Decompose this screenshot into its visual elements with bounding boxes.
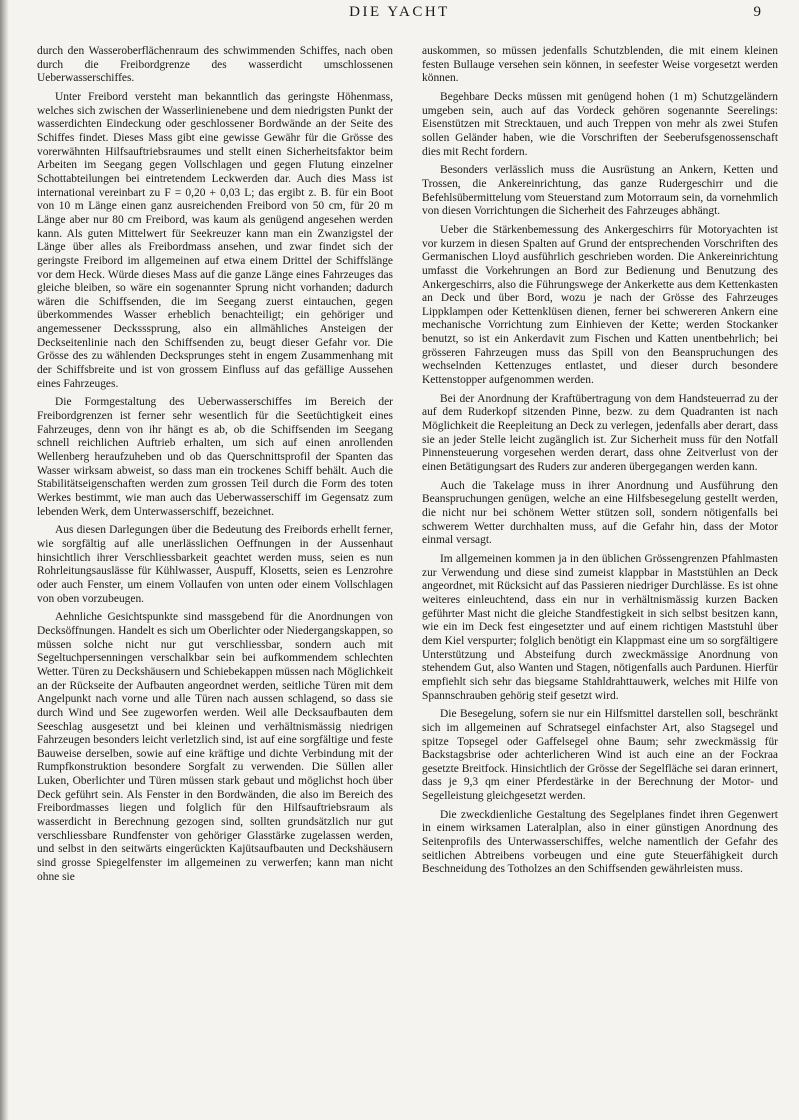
paragraph: Auch die Takelage muss in ihrer Anordnung und Ausführung den Beanspruchungen genügen, welche an eine Hilfsbesegelung gestellt werden, die nicht nur bei schönem Wetter stützen soll, sondern nötigenfalls bei schwerem Wetter durchhalten muss, auf die Gefahr hin, dass der Motor einmal versagt. bbox=[422, 479, 778, 547]
paragraph: Die zweckdienliche Gestaltung des Segelplanes findet ihren Gegenwert in einem wirksamen Lateralplan, also in einer günstigen Anordnung des Seitenprofils des Unterwasserschiffes, welche namentlich der Gefahr des seitlichen Abtreibens vorbeugen und eine gute Steuerfähigkeit durch Beschneidung des Totholzes an den Schiffsenden gewährleisten muss. bbox=[422, 808, 778, 876]
page-spine-shadow bbox=[0, 0, 9, 1120]
page-header bbox=[30, 4, 769, 30]
journal-title: DIE YACHT bbox=[349, 4, 450, 20]
paragraph: Aehnliche Gesichtspunkte sind massgebend für die Anordnungen von Decksöffnungen. Handelt es sich um Oberlichter oder Niedergangskappen, so müssen solche nicht nur gut verschliessbar, sondern auch mit Segeltuchpersenningen verschalkbar sein bei aufkommendem schlechten Wetter. Türen zu Deckshäusern und Schiebekappen müssen nach Möglichkeit an der Rückseite der Aufbauten angeordnet werden, seitliche Türen mit dem Angelpunkt nach vorne und alle Türen nach aussen schlagend, so dass sie durch Wind und See zugeworfen werden. Weil alle Decksaufbauten dem Seeschlag ausgesetzt und bei kleinen und verhältnismässig niedrigen Fahrzeugen besonders leicht verletzlich sind, ist auf eine sorgfältige und feste Bauweise derselben, sowie auf eine kräftige und dichte Verbindung mit der Rumpfkonstruktion besondere Sorgfalt zu verwenden. Die Süllen aller Luken, Oberlichter und Türen müssen stark gebaut und möglichst hoch über Deck geführt sein. Als Fenster in den Bordwänden, die also im Bereich des Freibordmasses liegen und folglich für den Hilfsauftriebsraum als wasserdicht in Berechnung gezogen sind, sollten grundsätzlich nur gut verschliessbare Rundfenster von gehöriger Glasstärke zugelassen werden, und selbst in den seitwärts eingerückten Kajütsaufbauten und Deckshäusern sind grosse Spiegelfenster im allgemeinen zu verwerfen; kann man nicht ohne sie bbox=[37, 611, 393, 883]
paragraph: Unter Freibord versteht man bekanntlich das geringste Höhenmass, welches sich zwischen der Wasserlinienebene und dem niedrigsten Punkt der wasserdichten Eindeckung oder geschlossener Bordwände an der Seite des Schiffes findet. Dieses Mass gibt eine gewisse Gewähr für die Grösse des vorerwähnten Hilfsauftriebsraumes und stellt einen Sicherheitsfaktor beim Arbeiten im Seegang gegen Vollschlagen und gegen Flutung einzelner Schottabteilungen bei eintretendem Leckwerden dar. Auch dies Mass ist international vereinbart zu F = 0,20 + 0,03 L; das ergibt z. B. für ein Boot von 10 m Länge einen ganz ausreichenden Freibord von 50 cm, für 20 m Länge aber nur 80 cm Freibord, was kaum als genügend angesehen werden kann. Als guten Mittelwert für Seekreuzer kann man ein Zwanzigstel der Länge über alles als Freibordmass ansehen, und zwar findet sich der geringste Freibord im allgemeinen auf etwa einem Drittel der Schiffslänge vor dem Heck. Würde dieses Mass auf die ganze Länge eines Fahrzeuges das gleiche bleiben, so wäre ein sogenannter Sprung nicht vorhanden; dadurch wären die Schiffsenden, die im Seegang zuerst eintauchen, gegen überkommendes Wasser erheblich benachteiligt; ein gehöriger und angemessener Decksssprung, also ein allmähliches Ansteigen der Deckseitenlinie nach den Schiffsenden zu, beugt dieser Gefahr vor. Die Grösse des zu wählenden Decksprunges steht in engem Zusammenhang mit der Schiffsbreite und ist von grossem Einfluss auf das gefällige Aussehen eines Fahrzeuges. bbox=[37, 90, 393, 390]
right-column bbox=[422, 45, 778, 882]
paragraph: durch den Wasseroberflächenraum des schwimmenden Schiffes, nach oben durch die Freibordgrenze des wasserdicht umschlossenen Ueberwasserschiffes. bbox=[37, 45, 393, 85]
page-number: 9 bbox=[753, 4, 761, 20]
paragraph: Im allgemeinen kommen ja in den üblichen Grössengrenzen Pfahlmasten zur Verwendung und diese sind zumeist klappbar in Maststühlen an Deck angeordnet, mit Rücksicht auf das Passieren niedriger Durchlässe. Es ist ohne weiteres einleuchtend, dass ein nur in verhältnismässig kurzen Backen geführter Mast nicht die gleiche Standfestigkeit in sich selbst besitzen kann, wie ein im Deck fest eingesetzter und auf einem richtigen Maststuhl über dem Kiel verspurter; folglich benötigt ein Klappmast eine um so sorgfältigere Unterstützung und Absteifung durch zweckmässige Anordnung von stehendem Gut, also Wanten und Stagen, nötigenfalls auch Pardunen. Hierfür empfiehlt sich sehr das biegsame Stahldrahttauwerk, welches mit Hilfe von Spannschrauben gehörig steif gesetzt wird. bbox=[422, 552, 778, 702]
paragraph: Ueber die Stärkenbemessung des Ankergeschirrs für Motoryachten ist vor kurzem in diesen Spalten auf Grund der entsprechenden Vorschriften des Germanischen Lloyd ausführlich geschrieben worden. Die Ankereinrichtung umfasst die Vorkehrungen an Bord zur Bedienung und Benutzung des Ankergeschirrs, also die Führungswege der Ankerkette aus dem Kettenkasten an Deck und über Bord, wozu je nach der Grösse des Fahrzeuges Lippklampen oder Kettenklüsen dienen, ferner bei schwereren Ankern eine mechanische Vorrichtung zum Einhieven der Kette; werden Stockanker benutzt, so ist ein Ankerdavit zum Fischen und Katten unentbehrlich; bei grösseren Fahrzeugen muss das Spill von den Beanspruchungen des wechselnden Kettenzuges entlastet, und dieser durch besondere Kettenstopper aufgenommen werden. bbox=[422, 223, 778, 387]
paragraph: Besonders verlässlich muss die Ausrüstung an Ankern, Ketten und Trossen, die Ankereinrichtung, das ganze Rudergeschirr und die Befehlsübermittelung vom Steuerstand zum Motorraum sein, da vornehmlich von diesen Vorrichtungen die Sicherheit des Fahrzeuges abhängt. bbox=[422, 164, 778, 218]
left-column bbox=[37, 45, 393, 889]
paragraph: Die Formgestaltung des Ueberwasserschiffes im Bereich der Freibordgrenzen ist ferner sehr wesentlich für die Seetüchtigkeit eines Fahrzeuges, denn von ihr hängt es ab, ob die Schiffsenden im Seegang schnell reichlichen Auftrieb erhalten, um sich auf einen anrollenden Wellenberg heraufzuheben und ob das Querschnittsprofil der Spanten das Wasser wirksam abweist, so dass man ein trockenes Schiff behält. Auch die Stabilitätseigenschaften werden zum grossen Teil durch die Form des toten Werkes bestimmt, wie man auch das Ueberwasserschiff im Gegensatz zum lebenden Werk, dem Unterwasserschiff, bezeichnet. bbox=[37, 396, 393, 518]
paragraph: Aus diesen Darlegungen über die Bedeutung des Freibords erhellt ferner, wie sorgfältig auf alle unerlässlichen Oeffnungen in der Aussenhaut hinsichtlich ihrer Verschliessbarkeit geachtet werden muss, seien es nun Rohrleitungsauslässe für Kühlwasser, Auspuff, Klosetts, seien es Lenzrohre oder auch Fenster, um einem Vollaufen von unten oder einem Vollschlagen von oben vorzubeugen. bbox=[37, 524, 393, 605]
paragraph: Die Besegelung, sofern sie nur ein Hilfsmittel darstellen soll, beschränkt sich im allgemeinen auf Schratsegel einfachster Art, also Stagsegel und spitze Topsegel oder Gaffelsegel ohne Baum; sehr zweckmässig für Backstagsbrise oder achterlicheren Wind ist auch eine an der Fockraa gesetzte Breitfock. Hinsichtlich der Grösse der Segelfläche sei daran erinnert, dass je 9,3 qm einer Pferdestärke in der Berechnung der Motor- und Segelleistung gleichgesetzt werden. bbox=[422, 708, 778, 803]
paragraph: Begehbare Decks müssen mit genügend hohen (1 m) Schutzgeländern umgeben sein, auch auf das Vordeck gehören sogenannte Seerelings: Eisenstützen mit Strecktauen, und auch Treppen von mehr als zwei Stufen sollen Geländer haben, wie die Vorschriften der Seeberufsgenossenschaft dies mit Recht fordern. bbox=[422, 90, 778, 158]
article-body bbox=[37, 45, 778, 1105]
paragraph: auskommen, so müssen jedenfalls Schutzblenden, die mit einem kleinen festen Bullauge versehen sein können, in seefester Weise vorgesetzt werden können. bbox=[422, 45, 778, 85]
paragraph: Bei der Anordnung der Kraftübertragung von dem Handsteuerrad zu der auf dem Ruderkopf sitzenden Pinne, bezw. zu dem Quadranten ist nach Möglichkeit die Reepleitung an Deck zu verlegen, jedenfalls aber derart, dass sie an jeder Stelle leicht zugänglich ist. Zur Sicherheit muss für den Notfall Pinnensteuerung vorgesehen werden derart, dass ohne Zeitverlust von der einen Betätigungsart des Ruders zur anderen übergegangen werden kann. bbox=[422, 392, 778, 474]
